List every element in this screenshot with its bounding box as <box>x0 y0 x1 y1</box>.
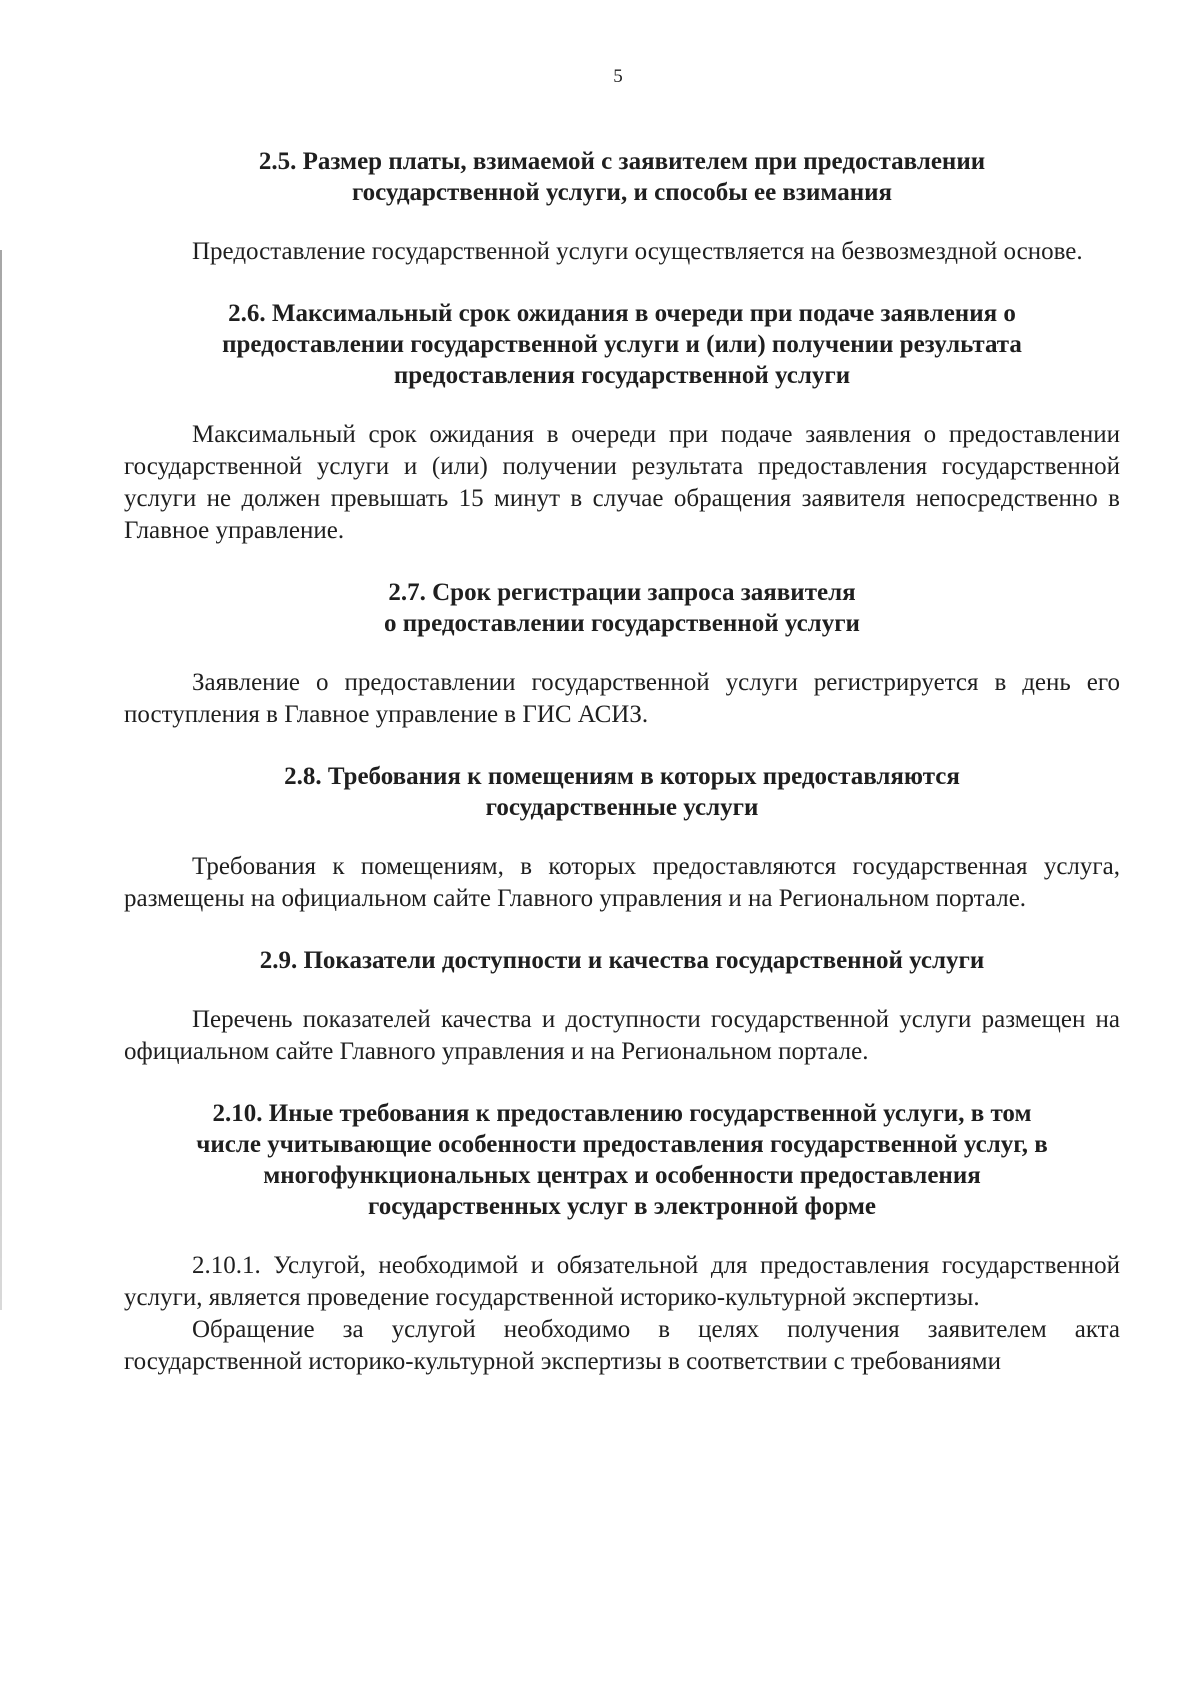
section-heading-2-9 <box>124 945 1120 976</box>
paragraph: Предоставление государственной услуги осуществляется на безвозмездной основе. <box>192 238 1083 265</box>
heading-line: предоставления государственной услуги <box>393 362 851 389</box>
paragraph: Максимальный срок ожидания в очереди при подаче заявления о предоставлении государственной услуги и (или) получении результата предоставления государственной услуги не должен превышать 15 минут в случае обращения заявителя непосредственно в Главное управление. <box>124 421 1120 544</box>
heading-line: государственных услуг в электронной форме <box>367 1193 876 1220</box>
heading-line: многофункциональных центрах и особенности предоставления <box>263 1162 981 1189</box>
heading-line: 2.8. Требования к помещениям в которых предоставляются <box>284 763 960 790</box>
heading-line: 2.9. Показатели доступности и качества государственной услуги <box>259 947 985 974</box>
paragraph: Требования к помещениям, в которых предоставляются государственная услуга, размещены на официальном сайте Главного управления и на Региональном портале. <box>124 853 1120 912</box>
document-body <box>124 146 1120 1378</box>
section-heading-2-10 <box>124 1098 1120 1222</box>
paragraph: Заявление о предоставлении государственной услуги регистрируется в день его поступления в Главное управление в ГИС АСИЗ. <box>124 669 1120 728</box>
heading-line: 2.10. Иные требования к предоставлению государственной услуги, в том <box>212 1100 1032 1127</box>
page-number: 5 <box>613 66 623 87</box>
scan-edge-mark <box>0 250 2 1310</box>
section-heading-2-6 <box>124 298 1120 391</box>
paragraph: 2.10.1. Услугой, необходимой и обязательной для предоставления государственной услуги, является проведение государственной историко-культурной экспертизы. <box>124 1252 1120 1311</box>
heading-line: о предоставлении государственной услуги <box>384 610 860 637</box>
heading-line: 2.7. Срок регистрации запроса заявителя <box>388 579 856 606</box>
heading-line: государственной услуги, и способы ее взимания <box>351 179 893 206</box>
section-heading-2-7 <box>124 577 1120 639</box>
paragraph: Перечень показателей качества и доступности государственной услуги размещен на официальном сайте Главного управления и на Региональном портале. <box>124 1006 1120 1065</box>
heading-line: числе учитывающие особенности предоставления государственной услуг, в <box>196 1131 1048 1158</box>
section-heading-2-5 <box>124 146 1120 208</box>
paragraph: Обращение за услугой необходимо в целях получения заявителем акта государственной историко-культурной экспертизы в соответствии с требованиями <box>124 1316 1120 1375</box>
heading-line: 2.5. Размер платы, взимаемой с заявителем при предоставлении <box>258 148 986 175</box>
heading-line: предоставлении государственной услуги и (или) получении результата <box>222 331 1022 358</box>
heading-line: государственные услуги <box>485 794 759 821</box>
section-heading-2-8 <box>124 761 1120 823</box>
heading-line: 2.6. Максимальный срок ожидания в очереди при подаче заявления о <box>228 300 1016 327</box>
